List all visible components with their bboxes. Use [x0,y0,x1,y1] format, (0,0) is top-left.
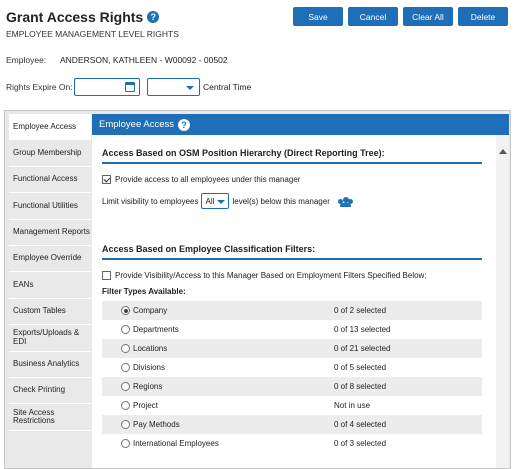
filter-count: 0 of 13 selected [334,325,391,334]
sidebar-item-functional-utilities[interactable]: Functional Utilities [9,193,91,219]
filter-name: Pay Methods [133,420,180,429]
table-row[interactable] [102,301,482,320]
scroll-up-icon[interactable] [499,149,507,154]
provide-all-checkbox[interactable] [102,175,111,184]
expire-row [6,78,251,96]
radio-button[interactable] [121,306,130,315]
provide-all-row [102,175,300,184]
main-content [92,114,509,468]
table-row[interactable] [102,358,482,377]
filter-count: 0 of 3 selected [334,439,387,448]
filter-name: Regions [133,382,163,391]
sidebar-item-employee-access[interactable]: Employee Access [9,114,91,140]
people-icon[interactable] [338,197,353,206]
table-row[interactable] [102,396,482,415]
sidebar-item-eans[interactable]: EANs [9,272,91,298]
table-row[interactable] [102,434,482,453]
section-header [92,114,509,135]
radio-button[interactable] [121,344,130,353]
classification-title: Access Based on Employee Classification Filters: [102,244,316,254]
expire-time-select[interactable] [147,78,200,96]
radio-button[interactable] [121,382,130,391]
radio-button[interactable] [121,439,130,448]
delete-button[interactable]: Delete [458,7,508,26]
classification-divider [102,258,482,260]
sidebar-item-group-membership[interactable]: Group Membership [9,140,91,166]
filter-types-label: Filter Types Available: [102,287,186,296]
expire-date-input[interactable] [74,78,140,96]
radio-button[interactable] [121,401,130,410]
filter-name: Departments [133,325,179,334]
filter-count: Not in use [334,401,371,410]
help-icon[interactable]: ? [147,11,159,23]
table-row[interactable] [102,377,482,396]
filter-count: 0 of 8 selected [334,382,387,391]
filter-count: 0 of 5 selected [334,363,387,372]
provide-all-label: Provide access to all employees under this manager [115,175,301,184]
employee-row [6,55,228,65]
limit-prefix: Limit visibility to employees [102,196,199,206]
hierarchy-divider [102,162,482,164]
filter-count: 0 of 21 selected [334,344,391,353]
provide-filters-label: Provide Visibility/Access to this Manager Based on Employment Filters Specified Below: [115,271,427,280]
sidebar-item-custom-tables[interactable]: Custom Tables [9,299,91,325]
provide-filters-checkbox[interactable] [102,271,111,280]
expire-label: Rights Expire On: [6,82,73,92]
section-header-title: Employee Access [99,119,174,130]
sidebar-item-site-access-restrictions[interactable]: Site Access Restrictions [9,404,91,430]
scrollbar[interactable] [496,135,509,468]
clear-all-button[interactable]: Clear All [403,7,453,26]
employee-value: ANDERSON, KATHLEEN - W00092 - 00502 [60,55,228,65]
calendar-icon[interactable] [125,82,135,92]
sidebar-item-check-printing[interactable]: Check Printing [9,378,91,404]
chevron-down-icon [186,86,194,90]
table-row[interactable] [102,320,482,339]
filter-name: Project [133,401,158,410]
level-select[interactable] [201,193,229,209]
page-title [6,9,159,25]
sidebar [9,114,91,431]
save-button[interactable]: Save [293,7,343,26]
radio-button[interactable] [121,420,130,429]
page-title-text: Grant Access Rights [6,9,144,25]
filter-name: Divisions [133,363,166,372]
filter-types-table [102,301,482,453]
provide-filters-row [102,271,427,280]
sidebar-item-employee-override[interactable]: Employee Override [9,246,91,272]
filter-count: 0 of 2 selected [334,306,387,315]
limit-visibility-row [102,193,353,209]
filter-name: International Employees [133,439,219,448]
sidebar-item-functional-access[interactable]: Functional Access [9,167,91,193]
chevron-down-icon [217,200,225,204]
limit-suffix: level(s) below this manager [232,196,330,206]
filter-count: 0 of 4 selected [334,420,387,429]
page-subtitle: EMPLOYEE MANAGEMENT LEVEL RIGHTS [6,29,179,39]
table-row[interactable] [102,415,482,434]
sidebar-item-exports-uploads[interactable]: Exports/Uploads & EDI [9,325,91,351]
sidebar-item-business-analytics[interactable]: Business Analytics [9,352,91,378]
radio-button[interactable] [121,363,130,372]
filter-name: Locations [133,344,168,353]
table-row[interactable] [102,339,482,358]
help-icon[interactable]: ? [178,119,190,131]
content-area [92,135,496,468]
employee-label: Employee: [6,55,47,65]
cancel-button[interactable]: Cancel [348,7,398,26]
timezone-label: Central Time [203,82,252,92]
filter-name: Company [133,306,168,315]
access-panel [4,110,511,469]
hierarchy-title: Access Based on OSM Position Hierarchy (Direct Reporting Tree): [102,148,385,158]
sidebar-item-management-reports[interactable]: Management Reports [9,220,91,246]
level-select-value: All [205,196,215,206]
radio-button[interactable] [121,325,130,334]
toolbar [293,7,508,26]
